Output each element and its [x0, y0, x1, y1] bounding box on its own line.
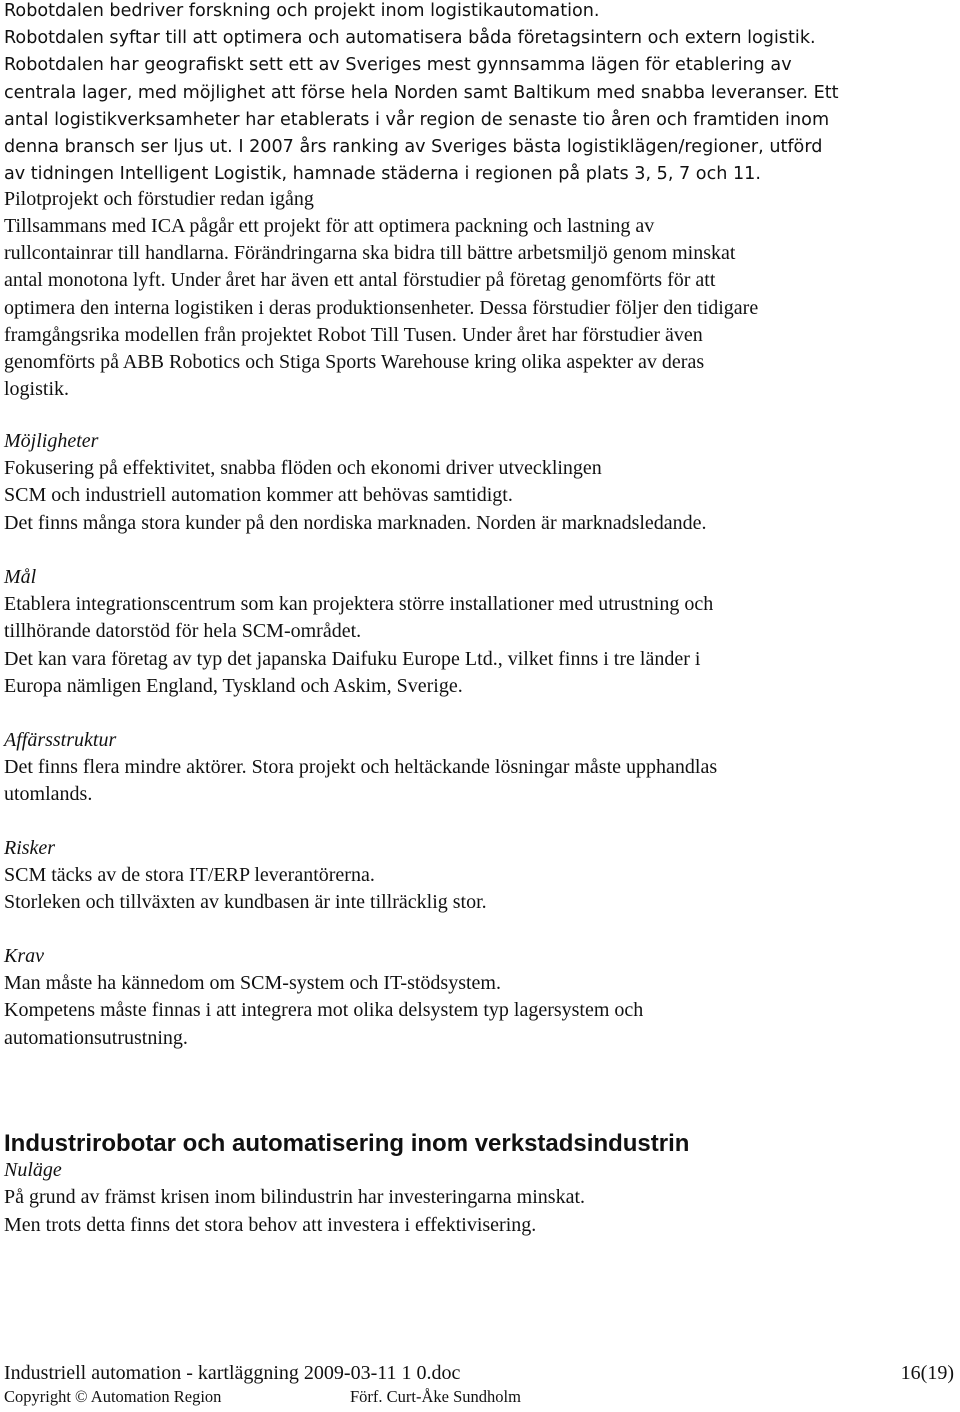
footer-page-number: 16(19): [900, 1362, 954, 1384]
text-line: SCM täcks av de stora IT/ERP leverantörerna.: [4, 864, 375, 887]
text-line: rullcontainrar till handlarna. Förändringarna ska bidra till bättre arbetsmiljö genom minskat: [4, 242, 736, 265]
text-line: Pilotprojekt och förstudier redan igång: [4, 188, 314, 210]
section-risker: [4, 835, 487, 917]
text-line: centrala lager, med möjlighet att förse hela Norden samt Baltikum med snabba leveranser. Ett: [4, 82, 839, 103]
text-line: denna bransch ser ljus ut. I 2007 års ranking av Sveriges bästa logistiklägen/regioner, utförd: [4, 137, 823, 158]
text-line: Det finns flera mindre aktörer. Stora projekt och heltäckande lösningar måste upphandlas: [4, 756, 718, 779]
footer-author: Förf. Curt-Åke Sundholm: [350, 1387, 521, 1406]
footer-document-name: Industriell automation - kartläggning 2009-03-11 1 0.doc: [4, 1362, 461, 1384]
section-heading: Mål: [4, 566, 37, 588]
text-line: Kompetens måste finnas i att integrera mot olika delsystem typ lagersystem och: [4, 999, 644, 1022]
pilot-title: [4, 186, 314, 213]
text-line: Det kan vara företag av typ det japanska Daifuku Europe Ltd., vilket finns i tre länder i: [4, 647, 701, 670]
section-krav: [4, 943, 643, 1052]
text-line: Europa nämligen England, Tyskland och Askim, Sverige.: [4, 674, 463, 697]
text-line: Tillsammans med ICA pågår ett projekt för att optimera packning och lastning av: [4, 215, 655, 237]
text-line: Robotdalen bedriver forskning och projekt inom logistikautomation.: [4, 1, 600, 21]
text-line: Det finns många stora kunder på den nordiska marknaden. Norden är marknadsledande.: [4, 511, 707, 534]
text-line: Fokusering på effektivitet, snabba flöden och ekonomi driver utvecklingen: [4, 457, 602, 480]
footer-copyright: Copyright © Automation Region: [4, 1387, 222, 1406]
chapter-title: Industrirobotar och automatisering inom verkstadsindustrin: [4, 1130, 690, 1157]
text-line: optimera den interna logistiken i deras produktionsenheter. Dessa förstudier följer den tidigare: [4, 296, 759, 319]
intro-paragraph: [4, 0, 839, 188]
text-line: Robotdalen har geografiskt sett ett av Sveriges mest gynnsamma lägen för etablering av: [4, 55, 792, 76]
text-line: av tidningen Intelligent Logistik, hamnade städerna i regionen på plats 3, 5, 7 och 11.: [4, 164, 761, 185]
text-line: antal logistikverksamheter har etablerats i vår region de senaste tio åren och framtiden inom: [4, 109, 830, 130]
text-line: utomlands.: [4, 783, 93, 806]
text-line: Etablera integrationscentrum som kan projektera större installationer med utrustning och: [4, 593, 714, 616]
text-line: Robotdalen syftar till att optimera och automatisera båda företagsintern och extern logistik.: [4, 28, 816, 49]
section-heading: Krav: [4, 945, 44, 967]
text-line: automationsutrustning.: [4, 1026, 188, 1049]
text-line: Men trots detta finns det stora behov att investera i effektivisering.: [4, 1213, 537, 1236]
section-mojligheter: [4, 428, 707, 537]
section-heading: Risker: [4, 837, 56, 859]
text-line: logistik.: [4, 378, 70, 401]
text-line: Man måste ha kännedom om SCM-system och IT-stödsystem.: [4, 972, 501, 995]
text-line: På grund av främst krisen inom bilindustrin har investeringarna minskat.: [4, 1186, 585, 1209]
section-heading: Nuläge: [4, 1159, 62, 1182]
chapter-industrirobotar: [4, 1130, 689, 1239]
text-line: SCM och industriell automation kommer att behövas samtidigt.: [4, 484, 513, 507]
text-line: tillhörande datorstöd för hela SCM-området.: [4, 620, 362, 643]
text-line: antal monotona lyft. Under året har även ett antal förstudier på företag genomförts för att: [4, 269, 716, 292]
section-heading: Affärsstruktur: [4, 729, 117, 751]
section-mal: [4, 564, 713, 700]
text-line: framgångsrika modellen från projektet Robot Till Tusen. Under året har förstudier även: [4, 323, 703, 346]
page-footer: [4, 1361, 954, 1406]
section-heading: Möjligheter: [4, 430, 99, 452]
section-affarsstruktur: [4, 727, 717, 809]
text-line: genomförts på ABB Robotics och Stiga Sports Warehouse kring olika aspekter av deras: [4, 351, 705, 374]
text-line: Storleken och tillväxten av kundbasen är inte tillräcklig stor.: [4, 891, 487, 914]
pilot-paragraph: [4, 213, 758, 403]
